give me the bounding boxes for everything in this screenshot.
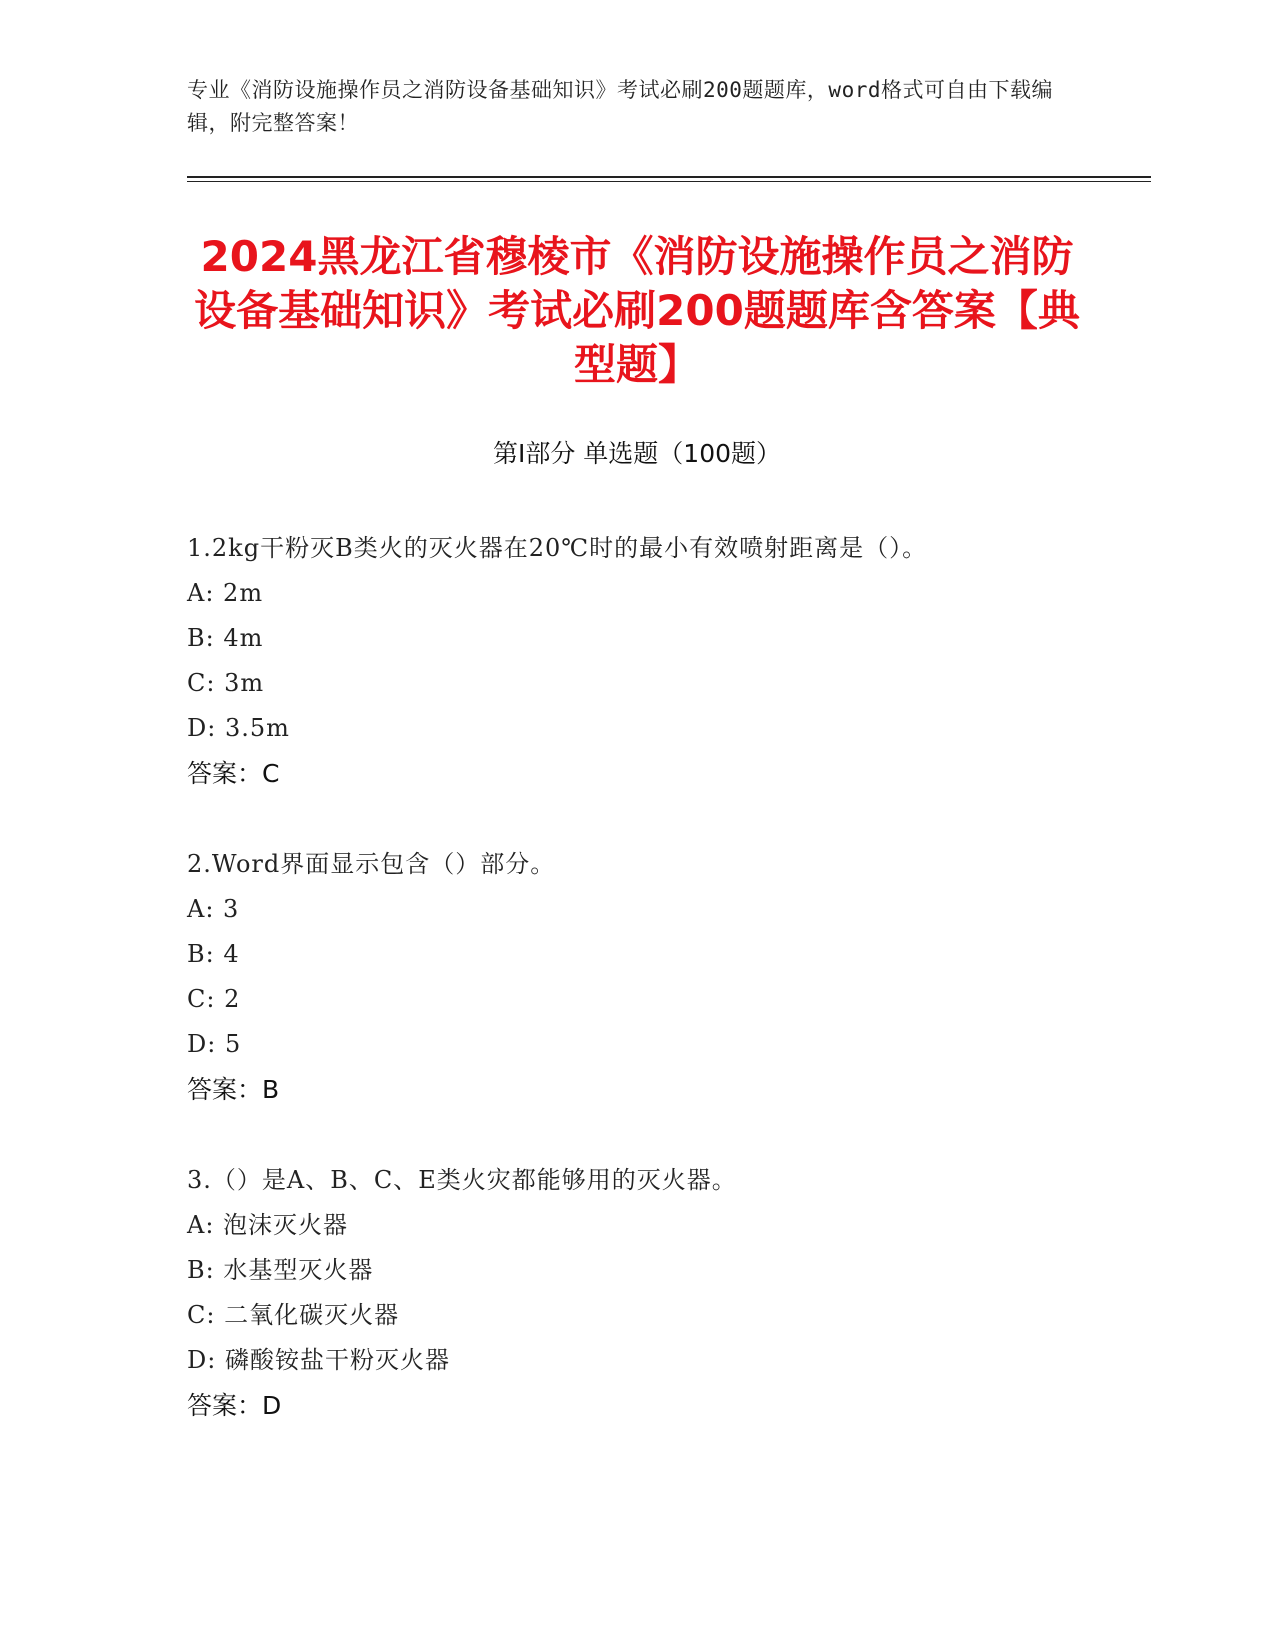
header-divider — [187, 176, 1151, 178]
option-c: C: 3m — [187, 669, 265, 697]
option-d: D: 磷酸铵盐干粉灭火器 — [187, 1346, 450, 1374]
option-c: C: 2 — [187, 985, 241, 1013]
question-stem: 1.2kg干粉灭B类火的灭火器在20℃时的最小有效喷射距离是（）。 — [187, 534, 928, 562]
document-title: 2024黑龙江省穆棱市《消防设施操作员之消防设备基础知识》考试必刷200题题库含答案【典型题】 — [194, 232, 1080, 389]
option-b: B: 4 — [187, 940, 240, 968]
question-stem: 2.Word界面显示包含（）部分。 — [187, 850, 556, 878]
answer: 答案：B — [187, 1075, 280, 1104]
option-b: B: 水基型灭火器 — [187, 1256, 374, 1284]
question-item — [187, 526, 1087, 796]
answer: 答案：C — [187, 759, 280, 788]
section-heading: 第Ⅰ部分 单选题（100题） — [492, 439, 782, 468]
option-a: A: 泡沫灭火器 — [187, 1211, 349, 1239]
option-b: B: 4m — [187, 624, 264, 652]
question-stem: 3.（）是A、B、C、E类火灾都能够用的灭火器。 — [187, 1166, 737, 1194]
option-c: C: 二氧化碳灭火器 — [187, 1301, 400, 1329]
option-d: D: 5 — [187, 1030, 242, 1058]
option-a: A: 3 — [187, 895, 240, 923]
question-item — [187, 842, 1087, 1112]
answer: 答案：D — [187, 1391, 282, 1420]
option-a: A: 2m — [187, 579, 264, 607]
option-d: D: 3.5m — [187, 714, 290, 742]
question-item — [187, 1158, 1087, 1428]
header-divider-thin — [187, 181, 1151, 182]
header-note: 专业《消防设施操作员之消防设备基础知识》考试必刷200题题库，word格式可自由下载编辑，附完整答案！ — [187, 78, 1053, 135]
